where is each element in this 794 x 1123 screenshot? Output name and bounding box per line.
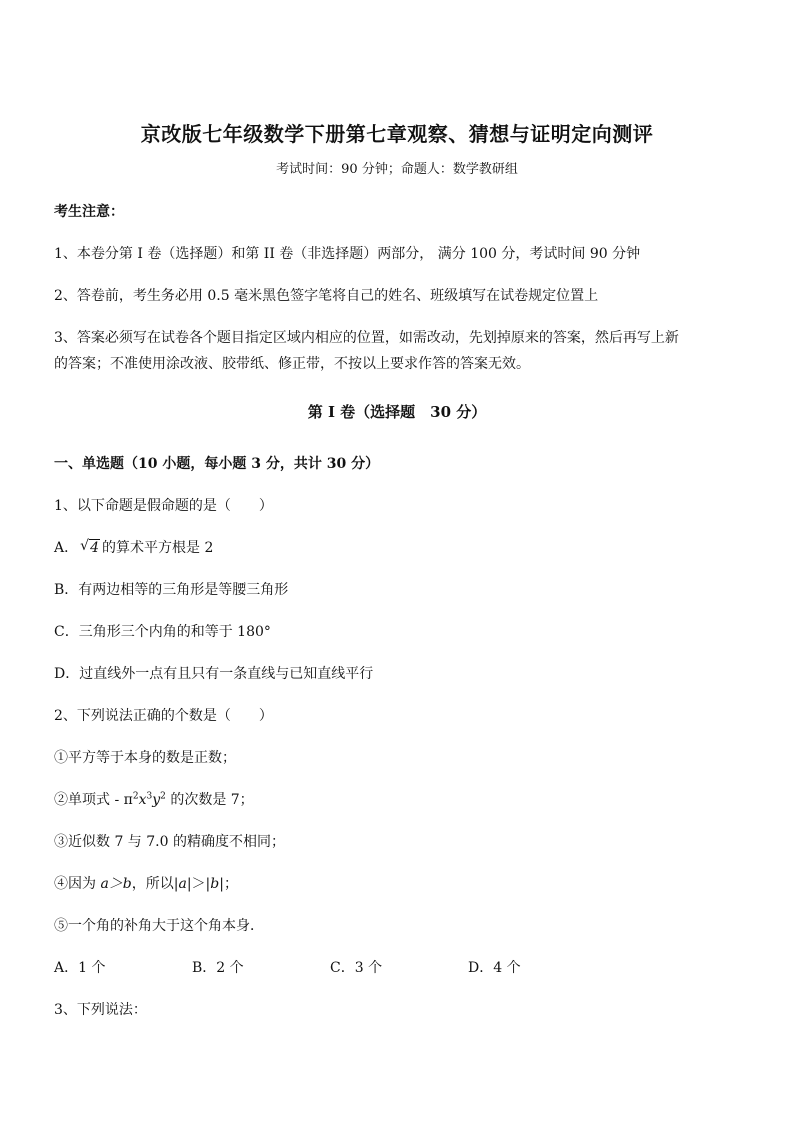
part-heading: 一、单选题（10 小题，每小题 3 分，共计 30 分） bbox=[54, 456, 380, 472]
q2-statement-5: ⑤一个角的补角大于这个角本身． bbox=[54, 918, 264, 934]
q1-option-a bbox=[54, 537, 213, 557]
exam-info: 考试时间：90 分钟；命题人：数学教研组 bbox=[276, 162, 518, 177]
q2-s4-mid: ，所以| bbox=[131, 876, 179, 892]
q2-s2-x: x bbox=[138, 792, 147, 808]
q2-s4-end: |； bbox=[219, 876, 238, 892]
q1-stem: 1、以下命题是假命题的是（ ） bbox=[54, 498, 273, 514]
q3-stem: 3、下列说法： bbox=[54, 1002, 147, 1018]
q2-stem: 2、下列说法正确的个数是（ ） bbox=[54, 708, 273, 724]
q1-option-c: C．三角形三个内角的和等于 180° bbox=[54, 624, 271, 640]
notice-item-3-cont: 的答案；不准使用涂改液、胶带纸、修正带，不按以上要求作答的答案无效。 bbox=[54, 356, 530, 372]
q2-s4-a: a bbox=[178, 876, 187, 892]
q1-option-a-prefix: A． bbox=[54, 540, 79, 556]
q2-s2-exp3: 2 bbox=[160, 791, 166, 802]
q2-statement-2 bbox=[54, 789, 254, 809]
sqrt-symbol bbox=[80, 540, 100, 556]
q2-statement-4 bbox=[54, 873, 238, 893]
q2-s2-y: y bbox=[152, 792, 161, 808]
q1-option-b: B．有两边相等的三角形是等腰三角形 bbox=[54, 582, 289, 598]
section-title: 第 I 卷（选择题 30 分） bbox=[307, 403, 487, 421]
q2-s4-condition: a＞b bbox=[100, 876, 132, 892]
q2-option-b: B．2 个 bbox=[192, 960, 244, 976]
q2-s4-b: b bbox=[210, 876, 220, 892]
q2-s4-prefix: ④因为 bbox=[54, 876, 101, 892]
q2-option-c: C．3 个 bbox=[330, 960, 383, 976]
q2-s2-exp1: 2 bbox=[132, 791, 139, 802]
q1-option-d: D．过直线外一点有且只有一条直线与已知直线平行 bbox=[54, 666, 374, 682]
q2-s2-exp2: 3 bbox=[146, 791, 153, 802]
q2-statement-1: ①平方等于本身的数是正数； bbox=[54, 750, 236, 766]
notice-item-3: 3、答案必须写在试卷各个题目指定区域内相应的位置，如需改动，先划掉原来的答案，然后再写上新 bbox=[54, 330, 679, 346]
q2-statement-3: ③近似数 7 与 7.0 的精确度不相同； bbox=[54, 834, 285, 850]
q2-option-a: A．1 个 bbox=[54, 960, 106, 976]
q2-s4-gt: |＞| bbox=[186, 876, 211, 892]
notice-heading: 考生注意： bbox=[54, 204, 124, 220]
q1-radicand: 4 bbox=[90, 540, 100, 556]
notice-item-2: 2、答卷前，考生务必用 0.5 毫米黑色签字笔将自己的姓名、班级填写在试卷规定位置上 bbox=[54, 288, 599, 304]
q2-s2-suffix: 的次数是 7； bbox=[165, 792, 254, 808]
q2-option-d: D．4 个 bbox=[468, 960, 521, 976]
q2-options bbox=[54, 957, 744, 977]
page-title: 京改版七年级数学下册第七章观察、猜想与证明定向测评 bbox=[140, 122, 654, 146]
notice-item-1: 1、本卷分第 I 卷（选择题）和第 II 卷（非选择题）两部分， 满分 100 分，考试时间 90 分钟 bbox=[54, 246, 641, 262]
q1-option-a-suffix: 的算术平方根是 2 bbox=[102, 540, 214, 556]
q2-s2-prefix: ②单项式 - π bbox=[54, 792, 133, 808]
